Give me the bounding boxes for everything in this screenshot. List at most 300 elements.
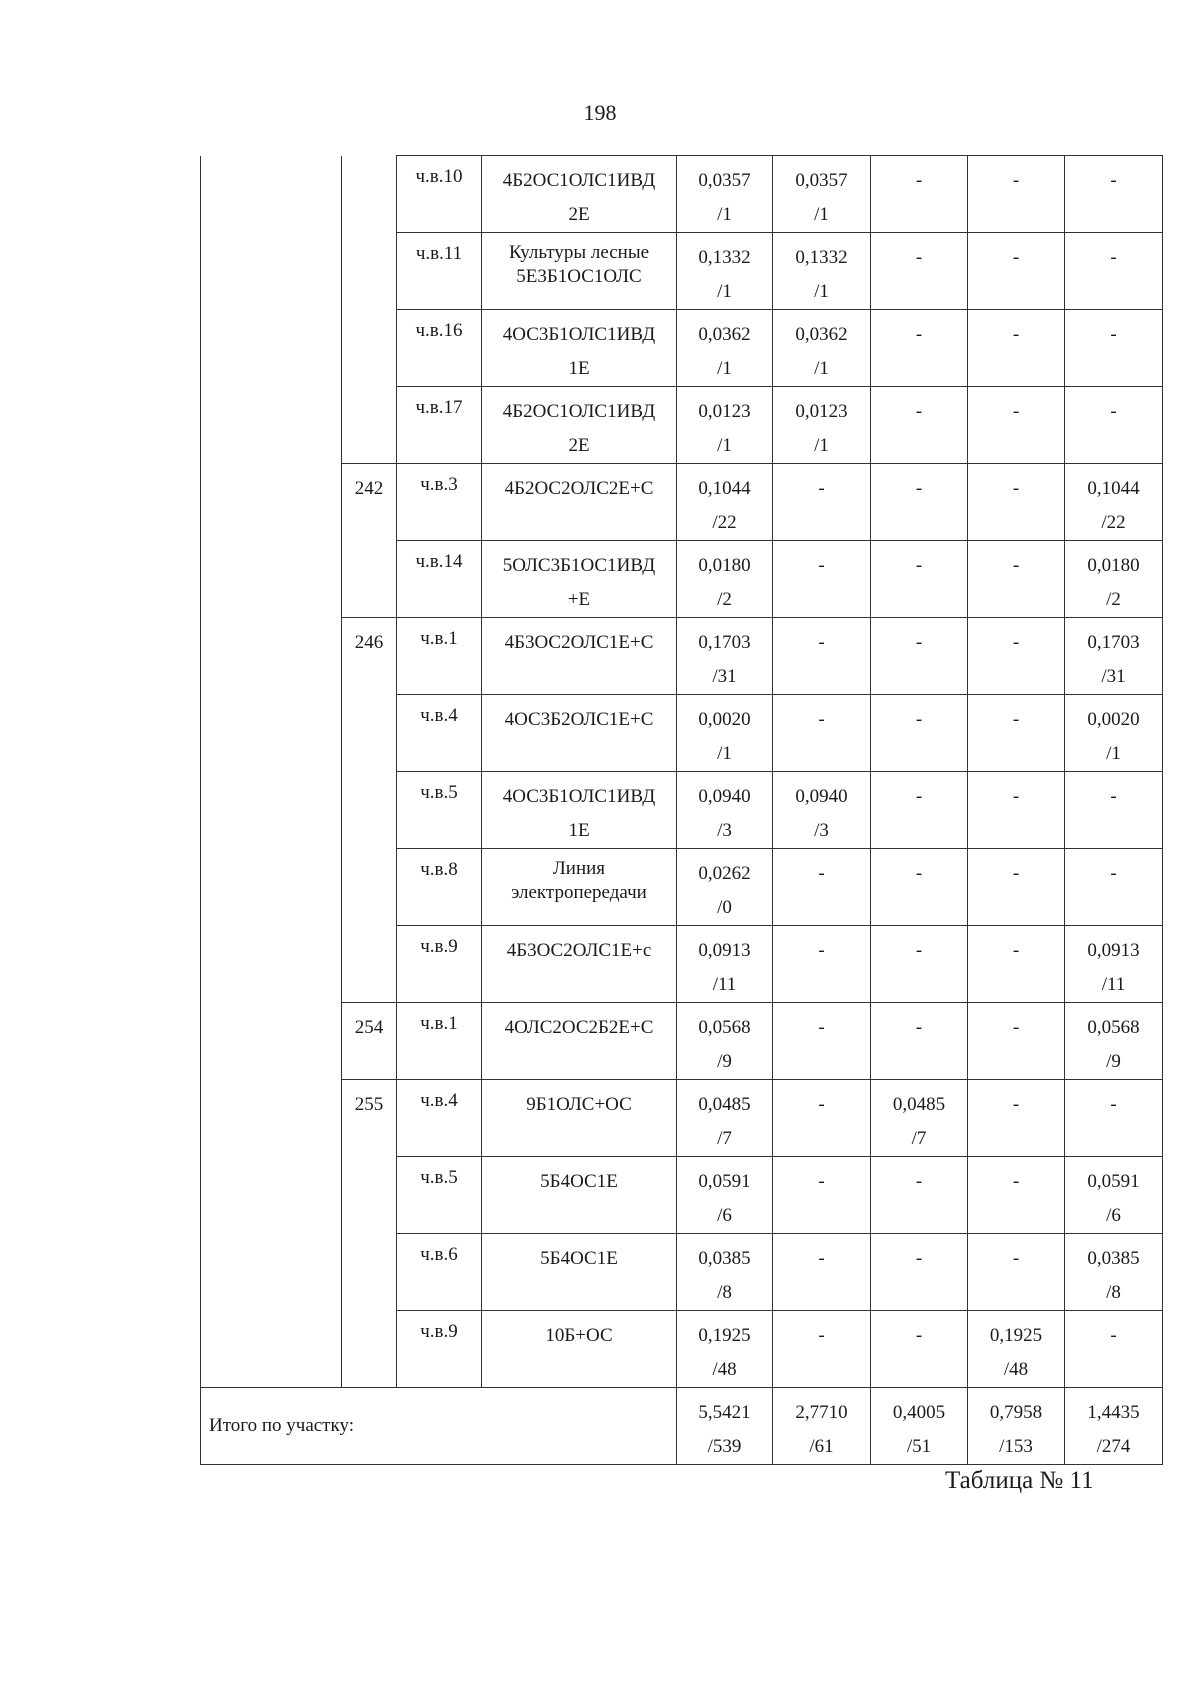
value-cell: [1065, 387, 1163, 464]
composition-line: 4Б2ОС1ОЛС1ИВД: [502, 170, 656, 191]
area-value: 0,1925: [989, 1325, 1043, 1346]
area-value: -: [818, 940, 825, 961]
area-value: -: [915, 1248, 923, 1269]
table-row: [201, 1080, 1163, 1157]
area-value: -: [915, 1325, 923, 1346]
value-cell: [1065, 772, 1163, 849]
value-cell: [871, 233, 968, 310]
section-cell: [201, 1157, 342, 1234]
area-value: 0,1044: [698, 478, 751, 499]
compartment-cell: ч.в.6: [397, 1234, 482, 1311]
area-value: -: [1012, 324, 1020, 345]
area-value: 0,1332: [698, 247, 751, 268]
value-cell: [968, 1311, 1065, 1388]
area-value: -: [915, 940, 923, 961]
area-value: -: [915, 555, 923, 576]
section-cell: [201, 695, 342, 772]
area-value: 0,1703: [1087, 632, 1140, 653]
count-value: /2: [717, 589, 732, 610]
area-value: 0,0568: [1087, 1017, 1140, 1038]
value-cell: [677, 464, 773, 541]
count-value: /6: [717, 1205, 732, 1226]
value-cell: [871, 1157, 968, 1234]
area-value: 0,0591: [1087, 1171, 1140, 1192]
count-value: /22: [1101, 512, 1126, 533]
table-row: [201, 1157, 1163, 1234]
section-cell: [201, 1234, 342, 1311]
count-value: /31: [712, 666, 737, 687]
table-row: [201, 156, 1163, 233]
value-cell: [1065, 233, 1163, 310]
total-label: Итого по участку:: [201, 1388, 677, 1465]
value-cell: [773, 1003, 871, 1080]
value-cell: [677, 618, 773, 695]
value-cell: [968, 695, 1065, 772]
area-value: -: [1012, 1248, 1020, 1269]
table-row: [201, 387, 1163, 464]
section-cell: [201, 1080, 342, 1157]
value-cell: [773, 1234, 871, 1311]
value-cell: [871, 1003, 968, 1080]
value-cell: [871, 310, 968, 387]
composition-line: 4ОЛС2ОС2Б2Е+С: [504, 1017, 654, 1038]
count-value: /31: [1101, 666, 1126, 687]
area-value: -: [1110, 401, 1117, 422]
area-value: 0,0020: [698, 709, 751, 730]
count-value: /1: [717, 743, 732, 764]
section-cell: [201, 387, 342, 464]
count-value: /3: [717, 820, 732, 841]
compartment-cell: ч.в.14: [397, 541, 482, 618]
value-cell: [677, 695, 773, 772]
area-value: -: [1110, 324, 1117, 345]
count-value: /1: [1106, 743, 1121, 764]
composition-line: 2Е: [568, 435, 590, 456]
value-cell: [773, 310, 871, 387]
value-cell: [968, 1003, 1065, 1080]
count-value: /1: [717, 204, 732, 225]
composition-line: 10Б+ОС: [545, 1325, 613, 1346]
value-cell: [773, 695, 871, 772]
total-area-value: 1,4435: [1087, 1402, 1140, 1423]
compartment-cell: ч.в.3: [397, 464, 482, 541]
area-value: -: [915, 478, 923, 499]
value-cell: [773, 387, 871, 464]
count-value: /0: [717, 897, 732, 918]
subsection-cell: [342, 1311, 397, 1388]
area-value: -: [1012, 940, 1020, 961]
total-value-cell: [677, 1388, 773, 1465]
value-cell: [968, 156, 1065, 233]
value-cell: [871, 541, 968, 618]
total-count-value: /61: [809, 1436, 834, 1457]
composition-line: 1Е: [568, 820, 590, 841]
count-value: /1: [814, 358, 829, 379]
subsection-cell: [342, 772, 397, 849]
subsection-cell: 254: [342, 1003, 397, 1080]
count-value: /1: [717, 281, 732, 302]
compartment-cell: ч.в.1: [397, 618, 482, 695]
total-area-value: 2,7710: [795, 1402, 848, 1423]
value-cell: [871, 849, 968, 926]
table-row: [201, 310, 1163, 387]
table-row: [201, 541, 1163, 618]
value-cell: [871, 1234, 968, 1311]
value-cell: [968, 233, 1065, 310]
count-value: /48: [712, 1359, 737, 1380]
area-value: 0,0913: [698, 940, 751, 961]
value-cell: [773, 849, 871, 926]
value-cell: [871, 695, 968, 772]
value-cell: [871, 464, 968, 541]
value-cell: [968, 618, 1065, 695]
count-value: /8: [717, 1282, 732, 1303]
subsection-cell: 255: [342, 1080, 397, 1157]
table-row: [201, 849, 1163, 926]
value-cell: [677, 849, 773, 926]
area-value: -: [1012, 863, 1020, 884]
table-row: [201, 695, 1163, 772]
table-row: [201, 1311, 1163, 1388]
section-cell: [201, 156, 342, 233]
composition-cell: [482, 618, 677, 695]
value-cell: [968, 1080, 1065, 1157]
section-cell: [201, 541, 342, 618]
table-caption: Таблица № 11: [945, 1467, 1094, 1494]
area-value: 0,0123: [698, 401, 751, 422]
area-value: -: [1012, 632, 1020, 653]
compartment-cell: ч.в.4: [397, 695, 482, 772]
area-value: -: [818, 1171, 825, 1192]
table-body: [201, 156, 1163, 1465]
composition-line: электропередачи: [511, 882, 647, 903]
area-value: -: [915, 170, 923, 191]
count-value: /22: [712, 512, 737, 533]
area-value: 0,0385: [1087, 1248, 1140, 1269]
section-cell: [201, 464, 342, 541]
count-value: /1: [717, 358, 732, 379]
area-value: 0,0385: [698, 1248, 751, 1269]
area-value: -: [1012, 555, 1020, 576]
composition-line: +Е: [567, 589, 591, 610]
total-row: [201, 1388, 1163, 1465]
composition-line: 4Б3ОС2ОЛС1Е+С: [504, 632, 654, 653]
area-value: -: [1012, 709, 1020, 730]
subsection-cell: [342, 926, 397, 1003]
area-value: 0,0940: [698, 786, 751, 807]
composition-cell: [482, 387, 677, 464]
area-value: -: [915, 401, 923, 422]
subsection-cell: [342, 849, 397, 926]
composition-line: Линия: [552, 858, 606, 879]
value-cell: [677, 1157, 773, 1234]
value-cell: [773, 926, 871, 1003]
area-value: -: [915, 632, 923, 653]
area-value: 0,0591: [698, 1171, 751, 1192]
compartment-cell: ч.в.5: [397, 772, 482, 849]
value-cell: [871, 1080, 968, 1157]
value-cell: [968, 926, 1065, 1003]
area-value: 0,0020: [1087, 709, 1140, 730]
composition-cell: [482, 1003, 677, 1080]
value-cell: [1065, 1003, 1163, 1080]
composition-cell: [482, 464, 677, 541]
composition-line: 5ОЛС3Б1ОС1ИВД: [502, 555, 656, 576]
area-value: -: [818, 478, 825, 499]
value-cell: [677, 541, 773, 618]
compartment-cell: ч.в.17: [397, 387, 482, 464]
subsection-cell: [342, 1157, 397, 1234]
total-count-value: /51: [906, 1436, 932, 1457]
value-cell: [1065, 926, 1163, 1003]
count-value: /11: [712, 974, 737, 995]
value-cell: [677, 310, 773, 387]
area-value: -: [1012, 247, 1020, 268]
count-value: /3: [814, 820, 829, 841]
area-value: 0,0485: [892, 1094, 946, 1115]
value-cell: [1065, 464, 1163, 541]
area-value: -: [915, 1017, 923, 1038]
value-cell: [773, 233, 871, 310]
value-cell: [773, 1080, 871, 1157]
value-cell: [677, 772, 773, 849]
value-cell: [677, 926, 773, 1003]
composition-line: 5Б4ОС1Е: [540, 1171, 618, 1192]
area-value: -: [818, 709, 825, 730]
composition-line: 5Б4ОС1Е: [540, 1248, 618, 1269]
area-value: -: [818, 1094, 825, 1115]
value-cell: [773, 1157, 871, 1234]
section-cell: [201, 1311, 342, 1388]
composition-line: Культуры лесные: [508, 242, 650, 263]
count-value: /9: [1106, 1051, 1121, 1072]
value-cell: [677, 233, 773, 310]
area-value: -: [1110, 170, 1117, 191]
area-value: 0,1044: [1087, 478, 1140, 499]
subsection-cell: [342, 1234, 397, 1311]
value-cell: [871, 387, 968, 464]
area-value: -: [1012, 1017, 1020, 1038]
total-area-value: 0,4005: [892, 1402, 946, 1423]
value-cell: [871, 1311, 968, 1388]
area-value: 0,0357: [795, 170, 848, 191]
forest-table: [200, 155, 1163, 1465]
compartment-cell: ч.в.4: [397, 1080, 482, 1157]
compartment-cell: ч.в.9: [397, 1311, 482, 1388]
section-cell: [201, 618, 342, 695]
value-cell: [1065, 1311, 1163, 1388]
count-value: /11: [1101, 974, 1126, 995]
compartment-cell: ч.в.10: [397, 156, 482, 233]
value-cell: [773, 464, 871, 541]
value-cell: [1065, 695, 1163, 772]
area-value: -: [915, 324, 923, 345]
area-value: -: [818, 555, 825, 576]
subsection-cell: [342, 233, 397, 310]
count-value: /9: [717, 1051, 732, 1072]
area-value: -: [1012, 478, 1020, 499]
composition-line: 5Е3Б1ОС1ОЛС: [516, 266, 642, 287]
composition-line: 4ОС3Б1ОЛС1ИВД: [502, 786, 656, 807]
composition-cell: [482, 849, 677, 926]
count-value: /8: [1106, 1282, 1121, 1303]
subsection-cell: [342, 387, 397, 464]
value-cell: [773, 156, 871, 233]
value-cell: [1065, 618, 1163, 695]
count-value: /48: [1003, 1359, 1029, 1380]
table-row: [201, 772, 1163, 849]
total-count-value: /274: [1096, 1436, 1131, 1457]
compartment-cell: ч.в.5: [397, 1157, 482, 1234]
area-value: -: [1110, 786, 1117, 807]
section-cell: [201, 926, 342, 1003]
composition-line: 4Б2ОС1ОЛС1ИВД: [502, 401, 656, 422]
area-value: 0,0180: [698, 555, 751, 576]
area-value: 0,0123: [795, 401, 848, 422]
area-value: 0,0262: [698, 863, 751, 884]
area-value: -: [1012, 786, 1020, 807]
total-value-cell: [1065, 1388, 1163, 1465]
area-value: -: [915, 1171, 923, 1192]
section-cell: [201, 849, 342, 926]
value-cell: [968, 387, 1065, 464]
table-row: [201, 1003, 1163, 1080]
page-number: 198: [583, 100, 617, 125]
area-value: -: [1110, 1094, 1117, 1115]
area-value: -: [818, 1017, 825, 1038]
composition-cell: [482, 926, 677, 1003]
area-value: 0,0362: [698, 324, 751, 345]
area-value: 0,0362: [795, 324, 848, 345]
area-value: -: [1012, 1171, 1020, 1192]
area-value: -: [1110, 247, 1117, 268]
table-row: [201, 1234, 1163, 1311]
value-cell: [871, 926, 968, 1003]
compartment-cell: ч.в.8: [397, 849, 482, 926]
area-value: 0,1925: [698, 1325, 751, 1346]
value-cell: [871, 156, 968, 233]
composition-cell: [482, 695, 677, 772]
value-cell: [677, 1080, 773, 1157]
table-row: [201, 926, 1163, 1003]
value-cell: [677, 1234, 773, 1311]
area-value: 0,0568: [698, 1017, 751, 1038]
area-value: 0,1332: [795, 247, 848, 268]
value-cell: [677, 387, 773, 464]
count-value: /1: [814, 435, 829, 456]
value-cell: [968, 464, 1065, 541]
count-value: /1: [717, 435, 732, 456]
area-value: -: [1110, 863, 1117, 884]
table-row: [201, 618, 1163, 695]
count-value: /1: [814, 204, 829, 225]
count-value: /2: [1106, 589, 1121, 610]
composition-cell: [482, 541, 677, 618]
composition-cell: [482, 1234, 677, 1311]
composition-cell: [482, 310, 677, 387]
value-cell: [1065, 1157, 1163, 1234]
table-row: [201, 233, 1163, 310]
value-cell: [1065, 156, 1163, 233]
composition-cell: [482, 1311, 677, 1388]
total-area-value: 5,5421: [698, 1402, 751, 1423]
composition-cell: [482, 772, 677, 849]
composition-line: 1Е: [568, 358, 590, 379]
area-value: -: [1012, 1094, 1020, 1115]
value-cell: [773, 1311, 871, 1388]
area-value: -: [818, 863, 825, 884]
total-count-value: /153: [999, 1436, 1033, 1457]
count-value: /7: [911, 1128, 927, 1149]
table-row: [201, 464, 1163, 541]
area-value: -: [818, 1248, 825, 1269]
value-cell: [1065, 1234, 1163, 1311]
compartment-cell: ч.в.11: [397, 233, 482, 310]
area-value: -: [1110, 1325, 1117, 1346]
value-cell: [773, 541, 871, 618]
value-cell: [968, 1157, 1065, 1234]
value-cell: [773, 618, 871, 695]
count-value: /1: [814, 281, 829, 302]
section-cell: [201, 310, 342, 387]
subsection-cell: 242: [342, 464, 397, 541]
value-cell: [677, 156, 773, 233]
area-value: 0,0913: [1087, 940, 1140, 961]
area-value: 0,0357: [698, 170, 751, 191]
value-cell: [1065, 1080, 1163, 1157]
composition-cell: [482, 156, 677, 233]
value-cell: [677, 1003, 773, 1080]
compartment-cell: ч.в.9: [397, 926, 482, 1003]
area-value: -: [1012, 401, 1020, 422]
compartment-cell: ч.в.16: [397, 310, 482, 387]
composition-line: 4ОС3Б1ОЛС1ИВД: [502, 324, 656, 345]
composition-cell: [482, 1080, 677, 1157]
value-cell: [773, 772, 871, 849]
composition-line: 9Б1ОЛС+ОС: [526, 1094, 632, 1115]
value-cell: [1065, 849, 1163, 926]
value-cell: [677, 1311, 773, 1388]
composition-cell: [482, 1157, 677, 1234]
area-value: -: [1012, 170, 1020, 191]
total-value-cell: [968, 1388, 1065, 1465]
value-cell: [871, 772, 968, 849]
value-cell: [1065, 541, 1163, 618]
section-cell: [201, 233, 342, 310]
area-value: -: [915, 786, 923, 807]
count-value: /7: [717, 1128, 732, 1149]
value-cell: [968, 849, 1065, 926]
value-cell: [968, 772, 1065, 849]
count-value: /6: [1106, 1205, 1121, 1226]
total-value-cell: [773, 1388, 871, 1465]
section-cell: [201, 772, 342, 849]
composition-line: 4Б2ОС2ОЛС2Е+С: [504, 478, 654, 499]
value-cell: [1065, 310, 1163, 387]
area-value: -: [818, 632, 825, 653]
composition-line: 2Е: [568, 204, 590, 225]
subsection-cell: [342, 156, 397, 233]
area-value: -: [818, 1325, 825, 1346]
composition-cell: [482, 233, 677, 310]
value-cell: [968, 541, 1065, 618]
compartment-cell: ч.в.1: [397, 1003, 482, 1080]
value-cell: [871, 618, 968, 695]
section-cell: [201, 1003, 342, 1080]
subsection-cell: [342, 541, 397, 618]
subsection-cell: 246: [342, 618, 397, 695]
subsection-cell: [342, 695, 397, 772]
